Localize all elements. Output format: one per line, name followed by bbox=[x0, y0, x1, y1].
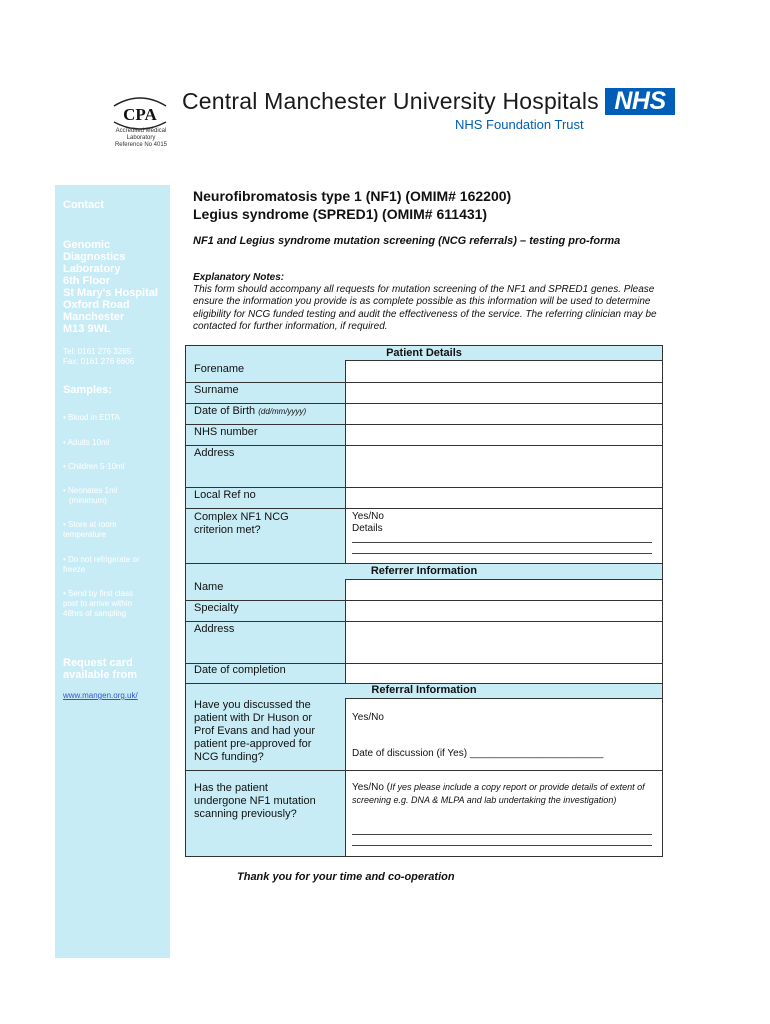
sample-item bbox=[63, 520, 117, 540]
discussed-yes-no: Yes/No bbox=[352, 712, 384, 723]
surname-label: Surname bbox=[194, 384, 239, 396]
dob-format: (dd/mm/yyyy) bbox=[258, 407, 307, 416]
sample-text: post to arrive within bbox=[63, 599, 132, 608]
specialty-label: Specialty bbox=[194, 602, 239, 614]
address-line: M13 9WL bbox=[63, 323, 111, 335]
request-form bbox=[185, 345, 663, 857]
screened-answer bbox=[352, 781, 652, 806]
address-label: Address bbox=[194, 447, 235, 459]
complex-line: criterion met? bbox=[194, 524, 261, 536]
accreditation-line: Laboratory bbox=[126, 135, 156, 141]
sample-text: freeze bbox=[63, 565, 86, 574]
complex-criterion-label bbox=[194, 511, 289, 537]
sample-text: • Send by first class bbox=[63, 589, 133, 598]
hospital-subtitle: NHS Foundation Trust bbox=[455, 117, 584, 132]
hospital-name: Central Manchester University Hospitals bbox=[182, 88, 599, 114]
referrer-info-heading: Referrer Information bbox=[370, 565, 478, 577]
date-completion-field[interactable] bbox=[345, 663, 662, 683]
screened-yes-no: Yes/No ( bbox=[352, 782, 390, 793]
sample-text: • Store at room bbox=[63, 520, 117, 529]
screened-line: scanning previously? bbox=[194, 808, 297, 820]
discussed-line: Have you discussed the bbox=[194, 699, 311, 711]
request-line: available from bbox=[63, 669, 137, 681]
dob-text: Date of Birth bbox=[194, 405, 256, 417]
screened-note: If yes please include a copy report or provide details of extent of screening e.g. DNA & MLPA and lab undertaking the investigation) bbox=[352, 782, 645, 805]
surname-field[interactable] bbox=[345, 382, 662, 403]
complex-criterion-field[interactable] bbox=[345, 508, 662, 563]
title-line-legius: Legius syndrome (SPRED1) (OMIM# 611431) bbox=[193, 206, 488, 222]
forename-field[interactable] bbox=[345, 360, 662, 382]
samples-heading: Samples: bbox=[63, 384, 112, 396]
address-line: 6th Floor bbox=[63, 275, 111, 287]
discussed-line: Prof Evans and had your bbox=[194, 725, 316, 737]
address-line: Laboratory bbox=[63, 263, 121, 275]
contact-heading: Contact bbox=[63, 199, 104, 211]
screened-line: undergone NF1 mutation bbox=[194, 795, 316, 807]
complex-details: Details bbox=[352, 523, 383, 534]
sample-item bbox=[63, 555, 140, 575]
sample-item bbox=[63, 486, 117, 506]
address-line: Manchester bbox=[63, 311, 125, 323]
sample-text: temperature bbox=[63, 530, 107, 539]
patient-details-heading: Patient Details bbox=[386, 347, 462, 359]
sample-text: (minimum) bbox=[69, 496, 107, 505]
tel-number: Tel: 0161 276 3265 bbox=[63, 347, 132, 356]
sample-text: • Adults 10ml bbox=[63, 438, 110, 447]
sidebar bbox=[55, 185, 170, 958]
lab-address bbox=[63, 239, 158, 335]
nhs-number-label: NHS number bbox=[194, 426, 258, 438]
request-card-heading bbox=[63, 657, 137, 681]
sample-item bbox=[63, 413, 120, 423]
discussed-line: patient with Dr Huson or bbox=[194, 712, 312, 724]
accreditation-line: Reference No 4015 bbox=[114, 142, 168, 148]
address-line: Diagnostics bbox=[63, 251, 126, 263]
discussed-line: NCG funding? bbox=[194, 751, 264, 763]
sample-item bbox=[63, 589, 133, 619]
dob-field[interactable] bbox=[345, 403, 662, 424]
request-line: Request card bbox=[63, 657, 133, 669]
sample-text: • Do not refrigerate or bbox=[63, 555, 140, 564]
referrer-address-field[interactable] bbox=[345, 621, 662, 663]
screened-field[interactable] bbox=[345, 770, 662, 856]
referrer-name-field[interactable] bbox=[345, 579, 662, 600]
details-line bbox=[352, 542, 652, 543]
lab-phone bbox=[63, 347, 134, 367]
details-line bbox=[352, 553, 652, 554]
thank-you-note: Thank you for your time and co-operation bbox=[237, 871, 455, 883]
sample-text: 48hrs of sampling bbox=[63, 609, 127, 618]
cpa-logo bbox=[110, 92, 170, 132]
nhs-logo: NHS bbox=[605, 88, 675, 115]
mangen-link[interactable]: www.mangen.org.uk/ bbox=[63, 691, 138, 700]
screening-line bbox=[352, 834, 652, 835]
notes-heading: Explanatory Notes: bbox=[193, 272, 285, 283]
forename-label: Forename bbox=[194, 363, 245, 375]
fax-number: Fax: 0161 276 6606 bbox=[63, 357, 135, 366]
screening-line bbox=[352, 845, 652, 846]
specialty-field[interactable] bbox=[345, 600, 662, 621]
screened-question bbox=[194, 782, 316, 821]
local-ref-label: Local Ref no bbox=[194, 489, 256, 501]
form-subtitle: NF1 and Legius syndrome mutation screening (NCG referrals) – testing pro-forma bbox=[193, 235, 621, 247]
discussion-date: Date of discussion (if Yes) ________________________ bbox=[352, 748, 604, 759]
complex-line: Complex NF1 NCG bbox=[194, 511, 289, 523]
date-completion-label: Date of completion bbox=[194, 664, 286, 676]
dob-label bbox=[194, 405, 306, 418]
sample-text: • Neonates 1ml bbox=[63, 486, 118, 495]
notes-body: This form should accompany all requests for mutation screening of the NF1 and SPRED1 genes. Please ensure the information you provide is as complete possible as this information will be used to determine eligibility for NCG funded testing and audit the effectiveness of the service. The referring clinician may be contacted for further information, if required. bbox=[193, 284, 657, 332]
address-line: Genomic bbox=[63, 239, 111, 251]
cpa-logo-text: CPA bbox=[123, 105, 157, 124]
form-title bbox=[193, 187, 511, 223]
sample-text: • Blood in EDTA bbox=[63, 413, 120, 422]
referrer-address-label: Address bbox=[194, 623, 235, 635]
accreditation-line: Accredited Medical bbox=[115, 128, 167, 134]
sample-item bbox=[63, 462, 125, 472]
local-ref-field[interactable] bbox=[345, 487, 662, 508]
accreditation-note bbox=[96, 128, 186, 149]
discussed-field[interactable] bbox=[345, 698, 662, 770]
discussed-question bbox=[194, 699, 315, 764]
discussed-line: patient pre-approved for bbox=[194, 738, 312, 750]
address-field[interactable] bbox=[345, 445, 662, 487]
referral-info-heading: Referral Information bbox=[371, 684, 477, 696]
complex-yes-no: Yes/No bbox=[352, 511, 384, 522]
nhs-number-field[interactable] bbox=[345, 424, 662, 445]
referrer-name-label: Name bbox=[194, 581, 224, 593]
title-line-nf1: Neurofibromatosis type 1 (NF1) (OMIM# 162200) bbox=[193, 188, 512, 204]
address-line: Oxford Road bbox=[63, 299, 130, 311]
screened-line: Has the patient bbox=[194, 782, 268, 794]
sample-item bbox=[63, 438, 109, 448]
sample-text: • Children 5-10ml bbox=[63, 462, 125, 471]
address-line: St Mary's Hospital bbox=[63, 287, 158, 299]
